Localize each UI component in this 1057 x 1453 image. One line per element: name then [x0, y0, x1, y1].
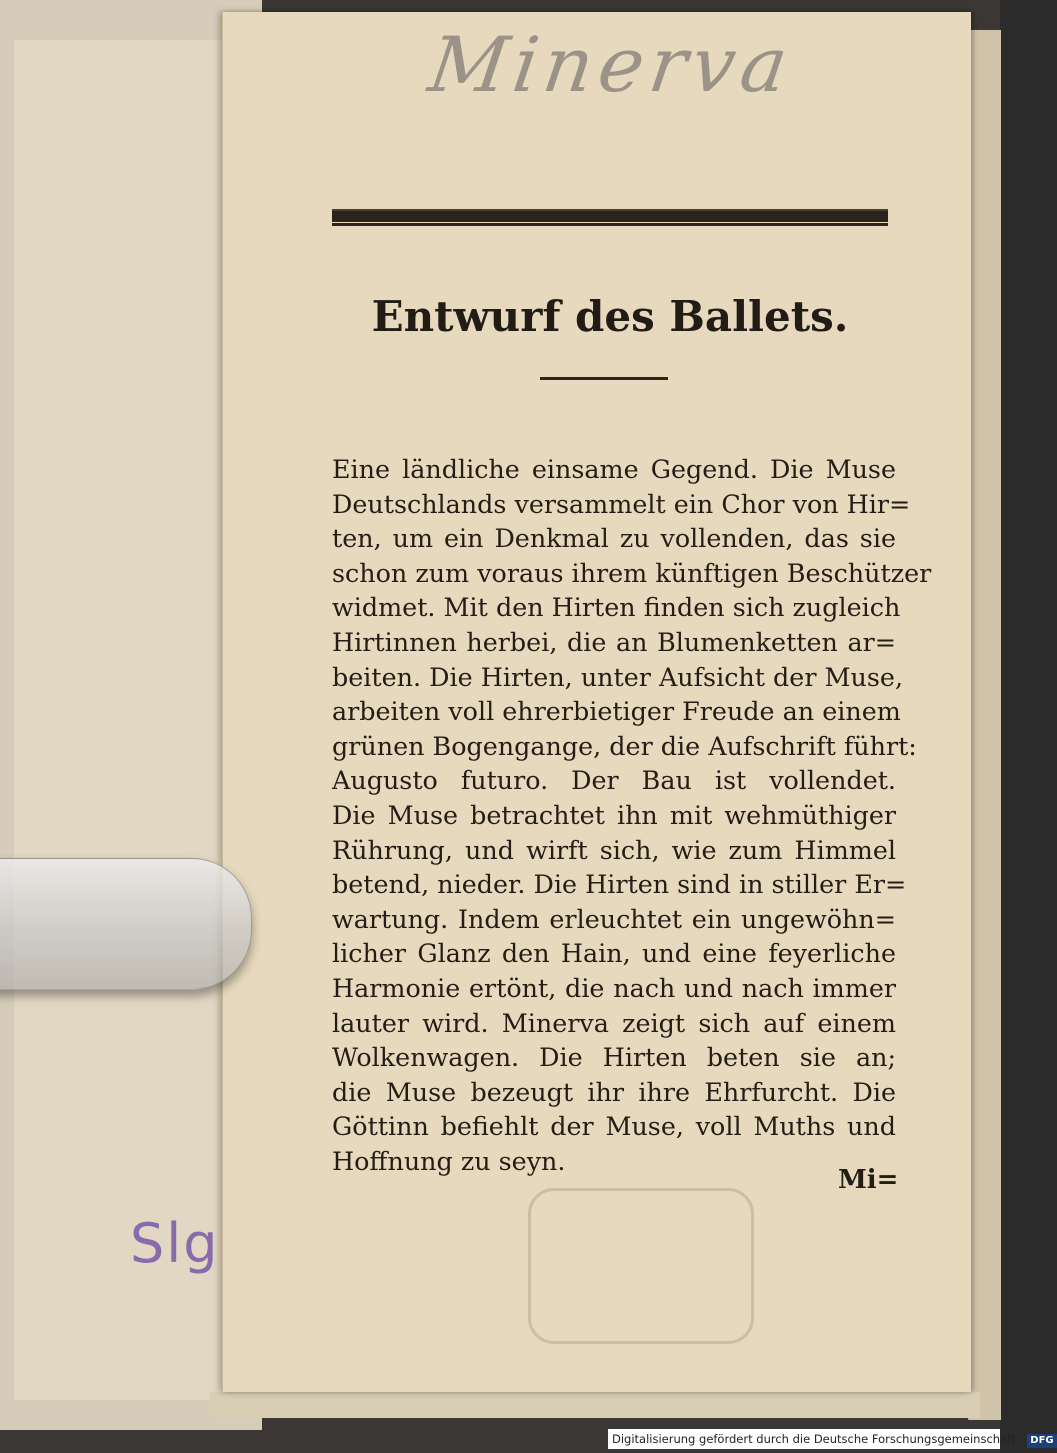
text-line: betend, nieder. Die Hirten sind in stiller Er= — [332, 869, 907, 900]
text-line: Harmonie ertönt, die nach und nach immer — [332, 972, 896, 1003]
text-line: Die Muse betrachtet ihn mit wehmüthiger — [332, 799, 896, 830]
cover-board-inner — [14, 40, 246, 1400]
signature-stamp: Slg — [130, 1212, 220, 1275]
text-line: Hirtinnen herbei, die an Blumenketten ar= — [332, 626, 896, 657]
page-title: Entwurf des Ballets. — [371, 292, 849, 341]
faded-library-stamp — [528, 1188, 754, 1344]
page-edge-strip — [968, 30, 1001, 1420]
text-line: lauter wird. Minerva zeigt sich auf einem — [332, 1007, 896, 1038]
text-line: die Muse bezeugt ihr ihre Ehrfurcht. Die — [332, 1076, 896, 1107]
text-line: Rührung, und wirft sich, wie zum Himmel — [332, 834, 896, 865]
title-underline-rule — [540, 377, 668, 380]
text-line: Eine ländliche einsame Gegend. Die Muse — [332, 454, 896, 484]
text-line: Deutschlands versammelt ein Chor von Hir= — [332, 488, 911, 519]
text-line: ten, um ein Denkmal zu vollenden, das sie — [332, 523, 896, 554]
text-line: widmet. Mit den Hirten finden sich zugleich — [332, 592, 901, 623]
text-line: Augusto futuro. Der Bau ist vollendet. — [332, 765, 896, 796]
text-line: licher Glanz den Hain, und eine feyerliche — [332, 938, 896, 969]
digitization-footer — [608, 1429, 1054, 1449]
text-line: grünen Bogengange, der die Aufschrift führt: — [332, 730, 917, 761]
page-bottom-edge — [210, 1392, 980, 1418]
text-line: Hoffnung zu seyn. — [332, 1145, 566, 1176]
text-line: schon zum voraus ihrem künftigen Beschützer — [332, 557, 932, 588]
body-text — [332, 452, 932, 1178]
dfg-logo-icon: DFG — [1027, 1434, 1056, 1448]
text-line: Göttinn befiehlt der Muse, voll Muths und — [332, 1111, 896, 1142]
top-ornamental-rule — [332, 209, 888, 222]
text-line: wartung. Indem erleuchtet ein ungewöhn= — [332, 903, 896, 934]
page-holder-clip — [0, 858, 252, 990]
footer-text: Digitalisierung gefördert durch die Deutsche Forschungsgemeinschaft - — [612, 1432, 1024, 1446]
text-line: arbeiten voll ehrerbietiger Freude an einem — [332, 696, 901, 727]
text-line: Wolkenwagen. Die Hirten beten sie an; — [332, 1042, 896, 1073]
handwritten-note: Minerva — [423, 20, 799, 109]
text-line: beiten. Die Hirten, unter Aufsicht der Muse, — [332, 661, 904, 692]
catchword: Mi= — [838, 1165, 899, 1195]
